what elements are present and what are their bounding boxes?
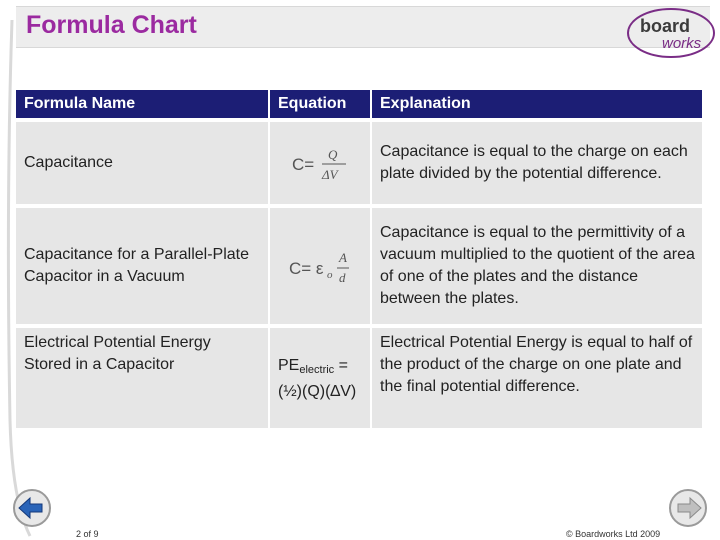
boardworks-logo xyxy=(626,6,716,60)
table-row xyxy=(16,204,702,324)
equation-denominator: ΔV xyxy=(322,167,338,182)
table-row xyxy=(16,118,702,204)
formula-name-cell: Capacitance xyxy=(16,118,270,204)
equation-cell xyxy=(270,118,372,204)
equation-subscript: o xyxy=(327,269,333,281)
capacitance-equation xyxy=(286,141,356,185)
formula-name-cell: Capacitance for a Parallel-Plate Capacitor in a Vacuum xyxy=(16,204,270,324)
col-header-formula-name: Formula Name xyxy=(16,90,270,118)
equation-cell xyxy=(270,204,372,324)
copyright: © Boardworks Ltd 2009 xyxy=(566,529,661,539)
table-row xyxy=(16,324,702,428)
col-header-equation: Equation xyxy=(270,90,372,118)
page-title: Formula Chart xyxy=(26,11,197,39)
explanation-cell: Electrical Potential Energy is equal to half of the product of the charge on one plate and the final potential difference. xyxy=(372,324,702,428)
formula-name-cell: Electrical Potential Energy Stored in a Capacitor xyxy=(16,324,270,428)
equation-numerator: A xyxy=(339,250,347,265)
formula-table xyxy=(16,90,702,428)
equation-numerator: Q xyxy=(328,147,338,162)
page-number: 2 of 9 xyxy=(76,529,99,539)
equation-subscript: electric xyxy=(299,364,335,376)
equation-denominator: d xyxy=(339,270,346,285)
equation-cell xyxy=(270,324,372,428)
back-arrow-icon[interactable] xyxy=(12,488,52,528)
explanation-cell: Capacitance is equal to the charge on each plate divided by the potential difference. xyxy=(372,118,702,204)
equation-lhs: C= ε xyxy=(289,259,324,278)
parallel-plate-equation xyxy=(283,242,359,290)
equation-main: PE xyxy=(278,357,300,374)
equation-rest: = (½)(Q)(∆V) xyxy=(278,357,357,400)
next-arrow-icon[interactable] xyxy=(668,488,708,528)
col-header-explanation: Explanation xyxy=(372,90,702,118)
explanation-cell: Capacitance is equal to the permittivity of a vacuum multiplied to the quotient of the area of one of the plates and the distance between the plates. xyxy=(372,204,702,324)
equation-lhs: C= xyxy=(292,155,315,174)
logo-board-text: board xyxy=(640,16,691,36)
table-header-row xyxy=(16,90,702,118)
logo-works-text: works xyxy=(662,35,702,52)
